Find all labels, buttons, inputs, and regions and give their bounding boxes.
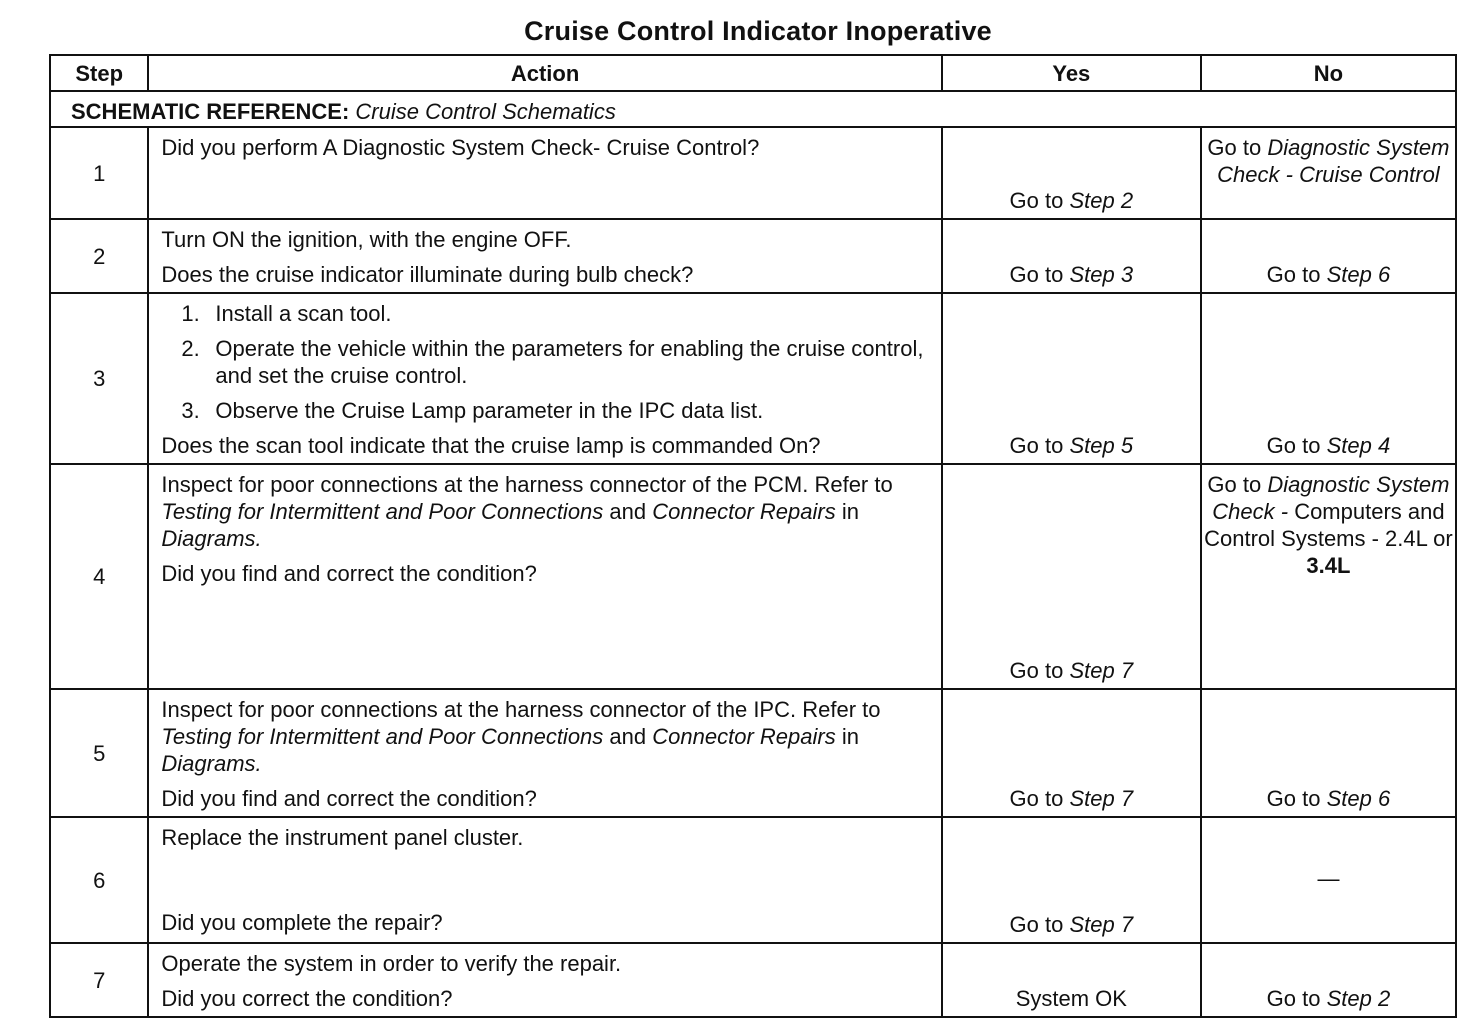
- yes-cell: [942, 219, 1201, 293]
- reference-link[interactable]: Diagrams.: [161, 526, 262, 551]
- no-cell: [1201, 219, 1456, 293]
- no-detail-bold: 3.4L: [1306, 553, 1351, 578]
- header-no: No: [1201, 55, 1456, 91]
- action-question: Did you find and correct the condition?: [161, 561, 537, 586]
- yes-link[interactable]: Step 2: [1069, 188, 1134, 213]
- action-question: Did you complete the repair?: [161, 910, 443, 935]
- step-number: 3: [50, 293, 148, 464]
- reference-link[interactable]: Testing for Intermittent and Poor Connections: [161, 724, 604, 749]
- action-cell: [148, 464, 941, 689]
- go-to-label: Go to: [1009, 433, 1064, 458]
- go-to-label: Go to: [1266, 786, 1321, 811]
- no-cell: [1201, 689, 1456, 817]
- step-number: 6: [50, 817, 148, 943]
- table-row: [50, 689, 1456, 817]
- go-to-label: Go to: [1207, 135, 1262, 160]
- action-text: Operate the system in order to verify the repair.: [161, 951, 622, 976]
- schematic-reference: [50, 91, 1456, 127]
- step-number: 2: [50, 219, 148, 293]
- step-number: 7: [50, 943, 148, 1017]
- go-to-label: Go to: [1009, 912, 1064, 937]
- action-text: Did you perform A Diagnostic System Check- Cruise Control?: [161, 135, 760, 160]
- yes-cell: [942, 464, 1201, 689]
- action-question: Did you correct the condition?: [161, 986, 453, 1011]
- yes-link[interactable]: Step 3: [1069, 262, 1134, 287]
- action-cell: [148, 817, 941, 943]
- no-cell: [1201, 464, 1456, 689]
- action-cell: [148, 127, 941, 219]
- yes-link[interactable]: Step 7: [1069, 658, 1134, 683]
- action-cell: [148, 689, 941, 817]
- reference-link[interactable]: Connector Repairs: [652, 499, 836, 524]
- go-to-label: Go to: [1266, 262, 1321, 287]
- schematic-row: [50, 91, 1456, 127]
- no-cell: [1201, 943, 1456, 1017]
- no-link[interactable]: Diagnostic System Check -: [1212, 472, 1450, 524]
- no-link[interactable]: Step 6: [1326, 786, 1391, 811]
- header-step: Step: [50, 55, 148, 91]
- action-question: Does the scan tool indicate that the cruise lamp is commanded On?: [161, 433, 821, 458]
- schematic-link[interactable]: Cruise Control Schematics: [355, 98, 616, 124]
- step-number: 4: [50, 464, 148, 689]
- action-question: Does the cruise indicator illuminate during bulb check?: [161, 262, 694, 287]
- go-to-label: Go to: [1266, 986, 1321, 1011]
- reference-link[interactable]: Connector Repairs: [652, 724, 836, 749]
- yes-cell: [942, 817, 1201, 943]
- no-detail: Computers and Control Systems - 2.4L or: [1204, 499, 1453, 551]
- page-title: Cruise Control Indicator Inoperative: [524, 16, 992, 46]
- reference-link[interactable]: Testing for Intermittent and Poor Connections: [161, 499, 604, 524]
- diagnostic-table: [49, 54, 1457, 1018]
- yes-link[interactable]: Step 5: [1069, 433, 1134, 458]
- substep: 1. Install a scan tool.: [181, 301, 392, 326]
- action-cell: [148, 293, 941, 464]
- no-link[interactable]: Step 2: [1326, 986, 1391, 1011]
- action-cell: [148, 943, 941, 1017]
- action-question: Did you find and correct the condition?: [161, 786, 537, 811]
- yes-link[interactable]: Step 7: [1069, 786, 1134, 811]
- yes-cell: [942, 293, 1201, 464]
- step-number: 5: [50, 689, 148, 817]
- reference-link[interactable]: Diagrams.: [161, 751, 262, 776]
- no-cell: —: [1201, 817, 1456, 943]
- go-to-label: Go to: [1207, 472, 1262, 497]
- table-row: [50, 464, 1456, 689]
- table-row: [50, 127, 1456, 219]
- yes-cell: System OK: [942, 943, 1201, 1017]
- no-link[interactable]: Step 6: [1326, 262, 1391, 287]
- yes-cell: [942, 127, 1201, 219]
- table-row: [50, 293, 1456, 464]
- no-link[interactable]: Diagnostic System Check - Cruise Control: [1217, 135, 1450, 187]
- no-cell: [1201, 127, 1456, 219]
- action-text: Inspect for poor connections at the harness connector of the IPC. Refer to Testing for Intermittent and Poor Connections and Connector Repairs in Diagrams.: [161, 697, 881, 776]
- no-link[interactable]: Step 4: [1326, 433, 1391, 458]
- action-text: Turn ON the ignition, with the engine OFF.: [161, 227, 572, 252]
- schematic-label: SCHEMATIC REFERENCE:: [71, 98, 350, 124]
- header-yes: Yes: [942, 55, 1201, 91]
- action-text: Replace the instrument panel cluster.: [161, 825, 524, 850]
- no-cell: [1201, 293, 1456, 464]
- header-row: [50, 55, 1456, 91]
- yes-cell: [942, 689, 1201, 817]
- substep: 3. Observe the Cruise Lamp parameter in the IPC data list.: [181, 398, 764, 423]
- substep: 2. Operate the vehicle within the parameters for enabling the cruise control, and set the cruise control.: [181, 336, 924, 388]
- action-text: Inspect for poor connections at the harness connector of the PCM. Refer to Testing for Intermittent and Poor Connections and Connector Repairs in Diagrams.: [161, 472, 893, 551]
- yes-link[interactable]: Step 7: [1069, 912, 1134, 937]
- step-number: 1: [50, 127, 148, 219]
- go-to-label: Go to: [1009, 188, 1064, 213]
- header-action: Action: [148, 55, 941, 91]
- go-to-label: Go to: [1009, 262, 1064, 287]
- table-row: [50, 219, 1456, 293]
- go-to-label: Go to: [1266, 433, 1321, 458]
- go-to-label: Go to: [1009, 658, 1064, 683]
- go-to-label: Go to: [1009, 786, 1064, 811]
- action-cell: [148, 219, 941, 293]
- table-row: [50, 943, 1456, 1017]
- table-row: [50, 817, 1456, 943]
